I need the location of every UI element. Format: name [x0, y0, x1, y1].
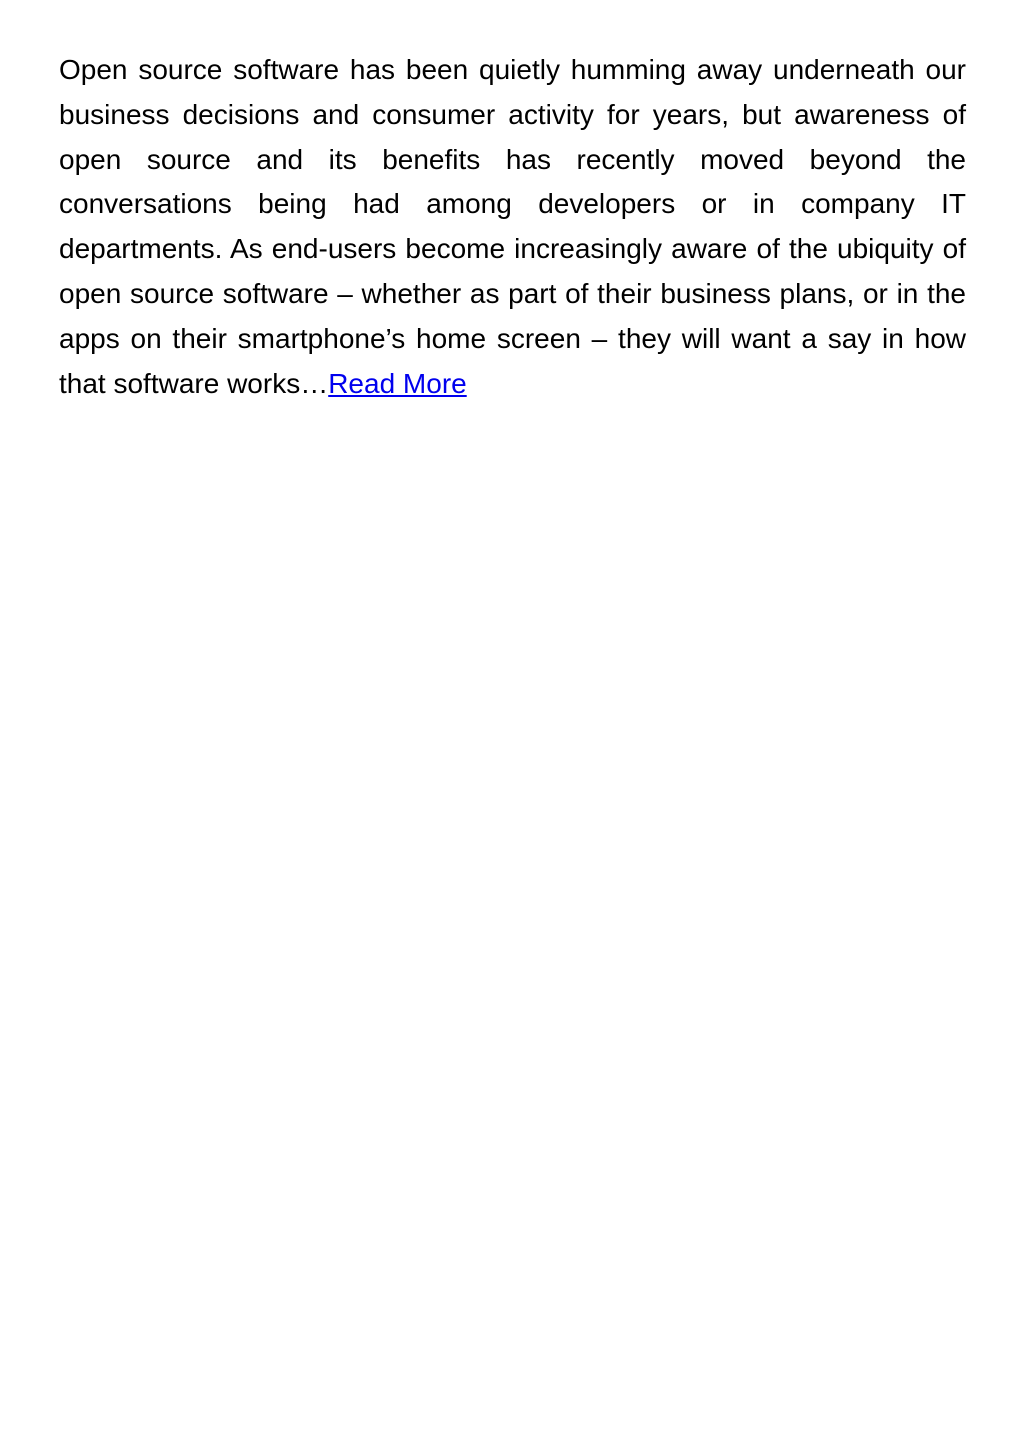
document-page [59, 48, 966, 406]
article-excerpt [59, 48, 966, 406]
read-more-link[interactable]: Read More [328, 367, 467, 399]
excerpt-text: Open source software has been quietly humming away underneath our business decisions and consumer activity for years, but awareness of open source and its benefits has recently moved beyond the conversations being had among developers or in company IT departments. As end-users become increasingly aware of the ubiquity of open source software – whether as part of their business plans, or in the apps on their smartphone’s home screen – they will want a say in how that software works… [59, 54, 966, 399]
